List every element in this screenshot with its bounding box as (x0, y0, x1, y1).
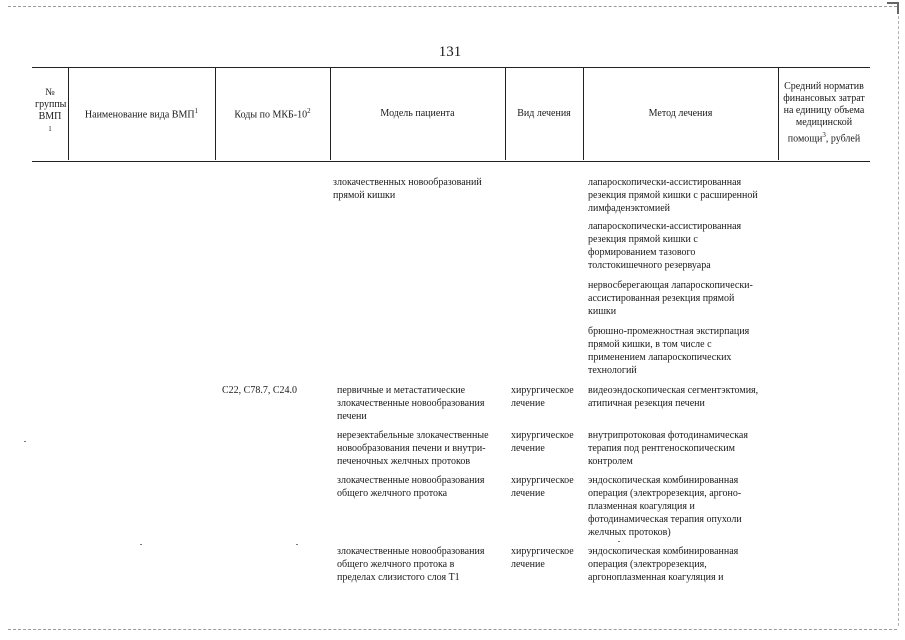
text-line: печеночных желчных протоков (337, 456, 471, 467)
text-line: злокачественные новообразования (337, 475, 485, 486)
text-line: лечение (511, 488, 545, 499)
text-line: хирургическое (511, 475, 574, 486)
text-line: контролем (588, 456, 633, 467)
text-line: терапия под рентгеноскопическим (588, 443, 735, 454)
footnote-marker: 3 (822, 131, 826, 140)
text-line: нервосберегающая лапароскопически- (588, 280, 753, 291)
scan-speck (140, 544, 142, 545)
text-line: аргоноплазменная коагуляция и (588, 572, 724, 583)
text-line: формированием тазового (588, 247, 696, 258)
text-line: злокачественных новообразований (333, 177, 482, 188)
treatment-method-text (588, 429, 748, 468)
treatment-type-text (511, 384, 574, 410)
page-number: 131 (438, 44, 462, 60)
text-line: общего желчного протока в (337, 559, 455, 570)
treatment-method-text (588, 220, 741, 272)
header-vmp-name (68, 67, 215, 160)
treatment-type-text (511, 545, 574, 571)
text-line: лапароскопически-ассистированная (588, 177, 742, 188)
text-line: внутрипротоковая фотодинамическая (588, 430, 748, 441)
text-line: злокачественные новообразования (337, 398, 485, 409)
text-line: лечение (511, 559, 545, 570)
header-icd-codes-text: Коды по МКБ-10 (234, 109, 308, 121)
patient-model-text (337, 384, 484, 423)
text-line: эндоскопическая комбинированная (588, 546, 739, 557)
text-line: фотодинамическая терапия опухоли (588, 514, 742, 525)
text-line: операция (электрорезекция, аргоно- (588, 488, 742, 499)
text-line: резекция прямой кишки с (588, 234, 698, 245)
text-line: пределах слизистого слоя Т1 (337, 572, 460, 583)
text-line: общего желчного протока (337, 488, 448, 499)
text-line: нерезектабельные злокачественные (337, 430, 489, 441)
scan-speck (296, 544, 298, 545)
text-line: хирургическое (511, 385, 574, 396)
header-group-number (32, 67, 68, 160)
text-line: первичные и метастатические (337, 385, 466, 396)
treatment-method-text (588, 545, 738, 584)
scan-speck (24, 441, 26, 442)
treatment-method-text (588, 474, 742, 539)
scan-edge-top (8, 6, 897, 7)
header-vmp-name-text: Наименование вида ВМП (84, 109, 195, 121)
text-line: эндоскопическая комбинированная (588, 475, 739, 486)
text-line: атипичная резекция печени (588, 398, 705, 409)
treatment-method-text (588, 279, 753, 318)
treatment-method-text (588, 384, 758, 410)
text-line: кишки (588, 306, 617, 317)
corner-fold-mark (887, 2, 899, 14)
header-cost-unit: , рублей (825, 133, 861, 145)
text-line: лечение (511, 398, 545, 409)
header-treatment-method: Метод лечения (648, 107, 713, 119)
header-cost-text: Средний норматив финансовых затрат на единицу объема медицинской помощи (783, 81, 865, 145)
treatment-type-text (511, 474, 574, 500)
text-line: видеоэндоскопическая сегментэктомия, (588, 385, 759, 396)
patient-model-text (333, 176, 482, 202)
text-line: технологий (588, 365, 637, 376)
text-line: лапароскопически-ассистированная (588, 221, 742, 232)
footnote-marker: 1 (194, 107, 199, 116)
treatment-method-text (588, 325, 749, 377)
header-group-number-text: № группы ВМП (35, 87, 67, 123)
text-line: резекция прямой кишки с расширенной (588, 190, 758, 201)
text-line: лимфаденэктомией (588, 203, 671, 214)
text-line: хирургическое (511, 430, 574, 441)
icd-codes-text: C22, C78.7, C24.0 (222, 385, 298, 396)
text-line: прямой кишки (333, 190, 396, 201)
treatment-method-text (588, 176, 758, 215)
text-line: плазменная коагуляция и (588, 501, 695, 512)
text-line: злокачественные новообразования (337, 546, 485, 557)
text-line: лечение (511, 443, 545, 454)
text-line: хирургическое (511, 546, 574, 557)
text-line: брюшно-промежностная экстирпация (588, 326, 750, 337)
scan-edge-bottom (8, 629, 897, 630)
text-line: желчных протоков) (588, 527, 671, 538)
patient-model-text (337, 429, 489, 468)
text-line: новообразования печени и внутри- (337, 443, 486, 454)
header-patient-model: Модель пациента (380, 107, 455, 119)
header-icd-codes (215, 67, 330, 160)
text-line: толстокишечного резервуара (588, 260, 711, 271)
scan-edge-right (898, 6, 899, 626)
text-line: ассистированная резекция прямой (588, 293, 735, 304)
text-line: печени (337, 411, 367, 422)
patient-model-text (337, 474, 484, 500)
header-cost-standard (778, 67, 870, 160)
footnote-marker: 1 (48, 125, 52, 134)
treatment-type-text (511, 429, 574, 455)
header-treatment-type: Вид лечения (517, 107, 571, 119)
footnote-marker: 2 (307, 107, 311, 116)
scan-speck (618, 541, 620, 542)
text-line: применением лапароскопических (588, 352, 732, 363)
text-line: прямой кишки, в том числе с (588, 339, 712, 350)
text-line: операция (электрорезекция, (588, 559, 707, 570)
patient-model-text (337, 545, 484, 584)
